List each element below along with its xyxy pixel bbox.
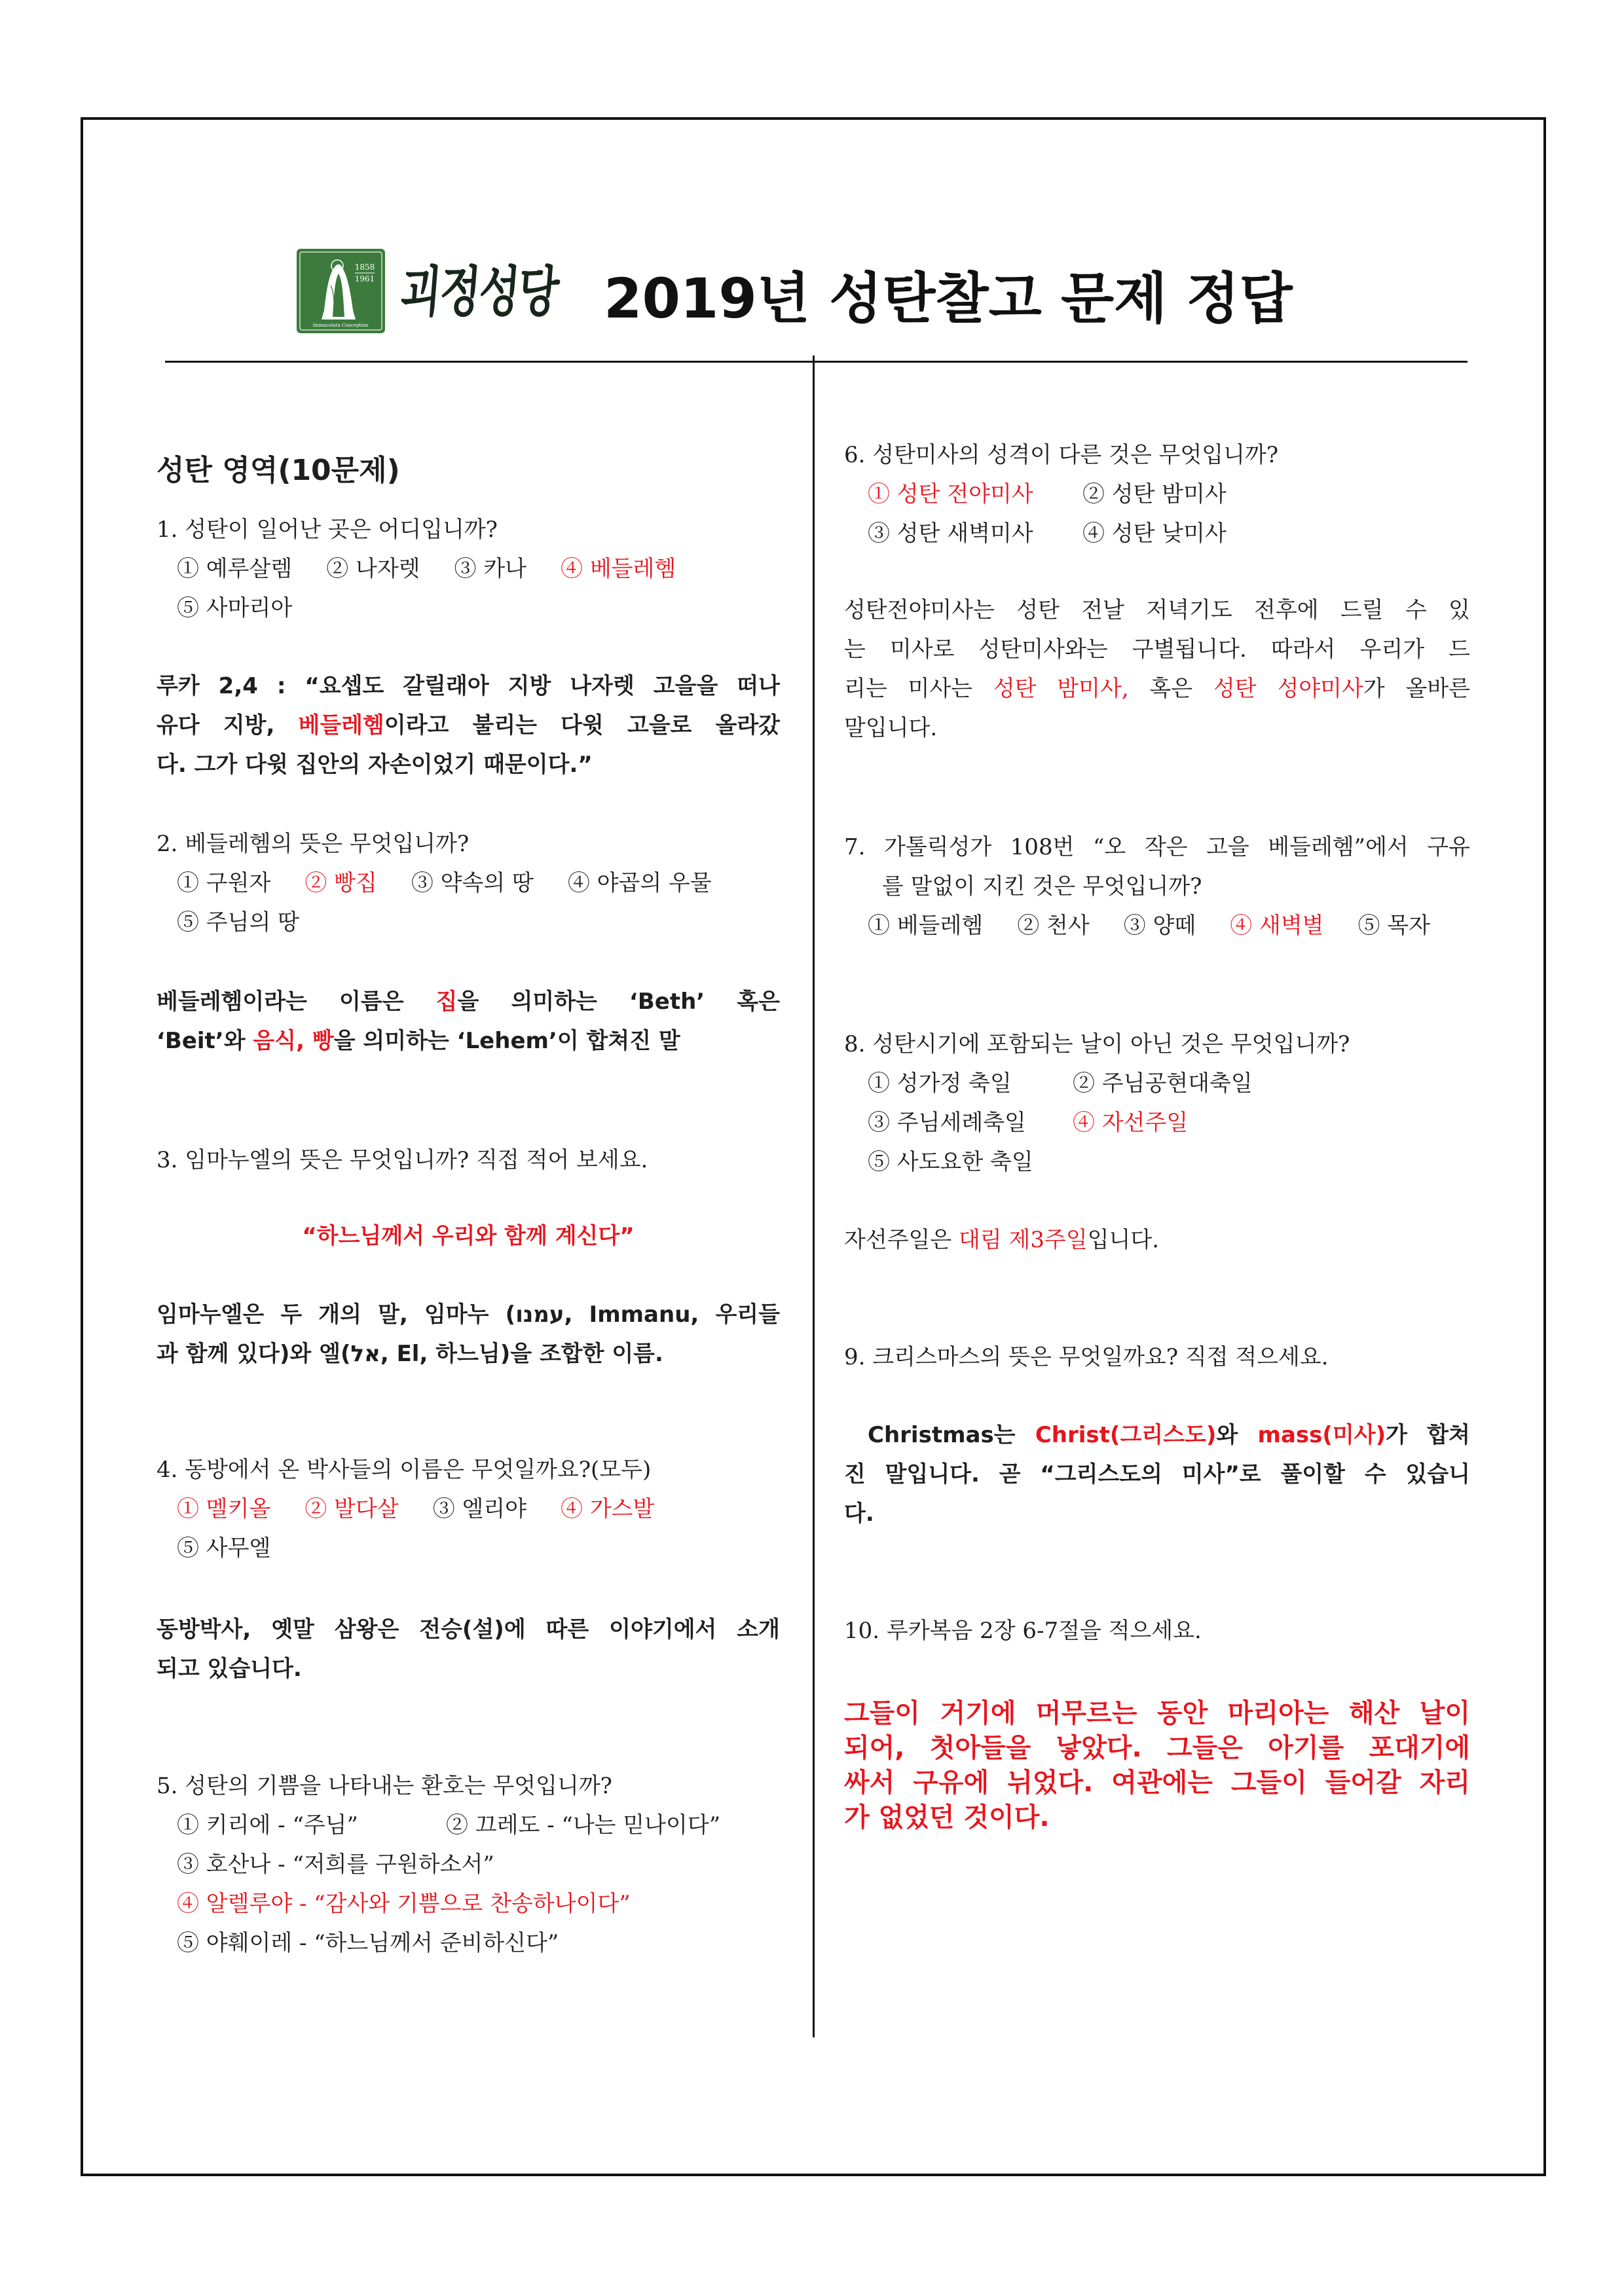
question-4-options <box>157 1489 780 1529</box>
explanation-line <box>157 706 780 745</box>
explanation-line <box>157 982 780 1021</box>
option-answer: ② 빵집 <box>304 870 377 896</box>
option: ④ 야곱의 우물 <box>567 870 712 896</box>
page-title: 2019년 성탄찰고 문제 정답 <box>604 266 1293 331</box>
question-1 <box>157 510 780 628</box>
question-5-text: 5. 성탄의 기쁨을 나타내는 환호는 무엇입니까? <box>157 1773 612 1799</box>
explanation-line <box>844 591 1470 630</box>
explanation-highlight: 음식, 빵 <box>253 1028 334 1054</box>
question-7-options <box>844 906 1470 945</box>
explanation-text: 루카 2,4 : “요셉도 갈릴래아 지방 나자렛 고을을 떠나 <box>157 673 780 699</box>
explanation-text: 다. 그가 다윗 집안의 자손이었기 때문이다.” <box>157 752 593 778</box>
option: ① 성가정 축일 <box>868 1070 1012 1097</box>
option: ③ 양떼 <box>1123 913 1196 939</box>
explanation-highlight: 성탄 밤미사, <box>993 676 1129 702</box>
logo-year-top: 1858 <box>354 263 375 272</box>
option-answer: ① 성탄 전야미사 <box>868 481 1033 507</box>
question-6-text: 6. 성탄미사의 성격이 다른 것은 무엇입니까? <box>844 442 1279 468</box>
explanation-text: Christmas는 <box>868 1422 1035 1448</box>
logo-caption: Immaculata Conception <box>312 323 369 328</box>
question-10-text: 10. 루카복음 2장 6-7절을 적으세요. <box>844 1618 1202 1644</box>
explanation-line <box>157 1021 780 1061</box>
explanation-highlight: 대림 제3주일 <box>959 1227 1088 1253</box>
explanation-line <box>844 1415 1470 1455</box>
question-1-options <box>157 549 780 589</box>
option-answer: ④ 새벽별 <box>1230 913 1324 939</box>
question-1-explanation <box>157 666 780 784</box>
option: ⑤ 사무엘 <box>177 1535 271 1561</box>
option-answer: ④ 자선주일 <box>1073 1110 1189 1136</box>
option-answer: ④ 알렐루야 - “감사와 기쁨으로 찬송하나이다” <box>177 1891 631 1917</box>
explanation-text: 성탄전야미사는 성탄 전날 저녁기도 전후에 드릴 수 있 <box>844 597 1470 623</box>
parish-logo <box>297 249 385 333</box>
option: ⑤ 목자 <box>1357 913 1431 939</box>
question-8-options <box>844 1142 1470 1182</box>
question-2-explanation <box>157 982 780 1061</box>
explanation-line <box>844 1220 1470 1260</box>
option: ③ 호산나 - “저희를 구원하소서” <box>177 1851 494 1878</box>
explanation-text: 동방박사, 옛말 삼왕은 전승(설)에 따른 이야기에서 소개 <box>157 1616 780 1643</box>
explanation-text: 임마누엘은 두 개의 말, 임마누 (עמנו, Immanu, 우리들 <box>157 1302 780 1328</box>
question-6-options <box>844 514 1470 553</box>
option: ② 끄레도 - “나는 믿나이다” <box>446 1812 721 1838</box>
answer-text: “하느님께서 우리와 함께 계신다” <box>302 1223 635 1249</box>
answer-line: 되어, 첫아들을 낳았다. 그들은 아기를 포대기에 <box>844 1733 1470 1763</box>
explanation-text: 입니다. <box>1087 1227 1160 1253</box>
question-4-text: 4. 동방에서 온 박사들의 이름은 무엇일까요?(모두) <box>157 1457 652 1483</box>
question-7-text: 를 말없이 지킨 것은 무엇입니까? <box>882 873 1202 900</box>
question-8-options <box>844 1103 1470 1142</box>
explanation-line <box>157 1649 780 1688</box>
explanation-text: 진 말입니다. 곧 “그리스도의 미사”로 풀이할 수 있습니 <box>844 1461 1470 1487</box>
explanation-line <box>844 708 1470 748</box>
option: ③ 엘리야 <box>432 1496 527 1522</box>
option: ① 키리에 - “주님” <box>177 1812 358 1838</box>
explanation-line <box>157 1295 780 1334</box>
option: ⑤ 야훼이레 - “하느님께서 준비하신다” <box>177 1930 559 1956</box>
explanation-text: 가 합쳐 <box>1386 1422 1470 1448</box>
question-1-options <box>157 589 780 628</box>
explanation-text: 이라고 불리는 다윗 고을로 올라갔 <box>384 712 781 738</box>
question-3-text: 3. 임마누엘의 뜻은 무엇입니까? 직접 적어 보세요. <box>157 1147 648 1173</box>
explanation-text: 가 올바른 <box>1363 676 1471 702</box>
explanation-line <box>157 1610 780 1649</box>
explanation-text: 리는 미사는 <box>844 676 993 702</box>
option-answer: ④ 가스발 <box>561 1496 655 1522</box>
question-4-explanation <box>157 1610 780 1688</box>
section-title: 성탄 영역(10문제) <box>157 454 400 487</box>
question-6 <box>844 435 1470 553</box>
parish-logo-icon <box>297 249 385 333</box>
explanation-text: 과 함께 있다)와 엘(אל, El, 하느님)을 조합한 이름. <box>157 1341 663 1367</box>
option: ⑤ 사도요한 축일 <box>868 1149 1033 1175</box>
explanation-text: 을 의미하는 ‘Lehem’이 합쳐진 말 <box>333 1028 680 1054</box>
option-answer: ② 발다살 <box>304 1496 399 1522</box>
explanation-highlight: mass(미사) <box>1257 1422 1386 1448</box>
explanation-text: 자선주일은 <box>844 1227 959 1253</box>
question-5-options <box>157 1923 780 1963</box>
question-8-text: 8. 성탄시기에 포함되는 날이 아닌 것은 무엇입니까? <box>844 1031 1350 1057</box>
question-10 <box>844 1611 1470 1650</box>
question-5-options <box>157 1884 780 1923</box>
explanation-text: 는 미사로 성탄미사와는 구별됩니다. 따라서 우리가 드 <box>844 636 1470 663</box>
explanation-text: 유다 지방, <box>157 712 299 738</box>
question-4-options <box>157 1529 780 1568</box>
option: ① 베들레헴 <box>868 913 984 939</box>
explanation-line <box>157 1334 780 1374</box>
question-5 <box>157 1766 780 1963</box>
question-8 <box>844 1025 1470 1182</box>
question-7-text: 7. 가톨릭성가 108번 “오 작은 고을 베들레헴”에서 구유 <box>844 834 1470 860</box>
option: ② 성탄 밤미사 <box>1082 481 1227 507</box>
question-2-options <box>157 903 780 942</box>
question-9-text: 9. 크리스마스의 뜻은 무엇일까요? 직접 적으세요. <box>844 1344 1329 1370</box>
answer-line: 그들이 거기에 머무르는 동안 마리아는 해산 날이 <box>844 1698 1470 1728</box>
option: ② 주님공현대축일 <box>1073 1070 1253 1097</box>
explanation-highlight: 성탄 성야미사 <box>1213 676 1363 702</box>
explanation-highlight: 집 <box>435 989 458 1015</box>
explanation-line <box>844 1494 1470 1533</box>
parish-wordmark: 괴정성당 <box>398 260 561 325</box>
explanation-text: 혹은 <box>1128 676 1213 702</box>
explanation-line <box>844 1455 1470 1494</box>
explanation-highlight: Christ(그리스도) <box>1035 1422 1217 1448</box>
question-5-options <box>157 1845 780 1884</box>
option: ① 구원자 <box>177 870 271 896</box>
question-5-options <box>157 1806 780 1845</box>
question-9 <box>844 1338 1470 1377</box>
option: ② 나자렛 <box>326 556 420 582</box>
option: ⑤ 주님의 땅 <box>177 909 299 936</box>
option: ⑤ 사마리아 <box>177 595 293 621</box>
explanation-highlight: 베들레헴 <box>298 712 384 738</box>
logo-year-bottom: 1961 <box>354 274 375 283</box>
option-answer: ④ 베들레헴 <box>561 556 676 582</box>
explanation-line <box>844 630 1470 669</box>
option: ③ 약속의 땅 <box>411 870 534 896</box>
question-8-options <box>844 1064 1470 1103</box>
question-9-explanation <box>844 1415 1470 1533</box>
option: ① 예루살렘 <box>177 556 293 582</box>
question-4 <box>157 1450 780 1568</box>
option: ③ 성탄 새벽미사 <box>868 520 1033 547</box>
explanation-text: 되고 있습니다. <box>157 1656 302 1682</box>
explanation-text: 베들레헴이라는 이름은 <box>157 989 436 1015</box>
explanation-text: 을 의미하는 ‘Beth’ 혹은 <box>457 989 780 1015</box>
explanation-text: 다. <box>844 1501 874 1527</box>
explanation-text: ‘Beit’와 <box>157 1028 253 1054</box>
explanation-line <box>157 666 780 706</box>
question-3 <box>157 1140 780 1180</box>
option: ③ 카나 <box>454 556 527 582</box>
question-2 <box>157 824 780 942</box>
explanation-line <box>844 669 1470 708</box>
column-divider <box>813 355 815 2037</box>
option-answer: ① 멜키올 <box>177 1496 271 1522</box>
question-6-options <box>844 475 1470 514</box>
question-2-options <box>157 864 780 903</box>
explanation-text: 말입니다. <box>844 715 938 741</box>
question-7 <box>844 828 1470 945</box>
option: ② 천사 <box>1017 913 1090 939</box>
answer-line: 싸서 구유에 뉘었다. 여관에는 그들이 들어갈 자리 <box>844 1768 1470 1798</box>
question-10-answer <box>844 1696 1470 1835</box>
question-3-answer <box>157 1216 780 1256</box>
question-3-explanation <box>157 1295 780 1374</box>
question-8-explanation <box>844 1220 1470 1260</box>
question-1-text: 1. 성탄이 일어난 곳은 어디입니까? <box>157 517 498 543</box>
question-6-explanation <box>844 591 1470 748</box>
answer-line: 가 없었던 것이다. <box>844 1802 1050 1832</box>
option: ④ 성탄 낮미사 <box>1082 520 1227 547</box>
option: ③ 주님세례축일 <box>868 1110 1026 1136</box>
question-2-text: 2. 베들레헴의 뜻은 무엇입니까? <box>157 831 470 857</box>
explanation-line <box>157 745 780 784</box>
explanation-text: 와 <box>1216 1422 1258 1448</box>
header-divider <box>165 361 1467 363</box>
